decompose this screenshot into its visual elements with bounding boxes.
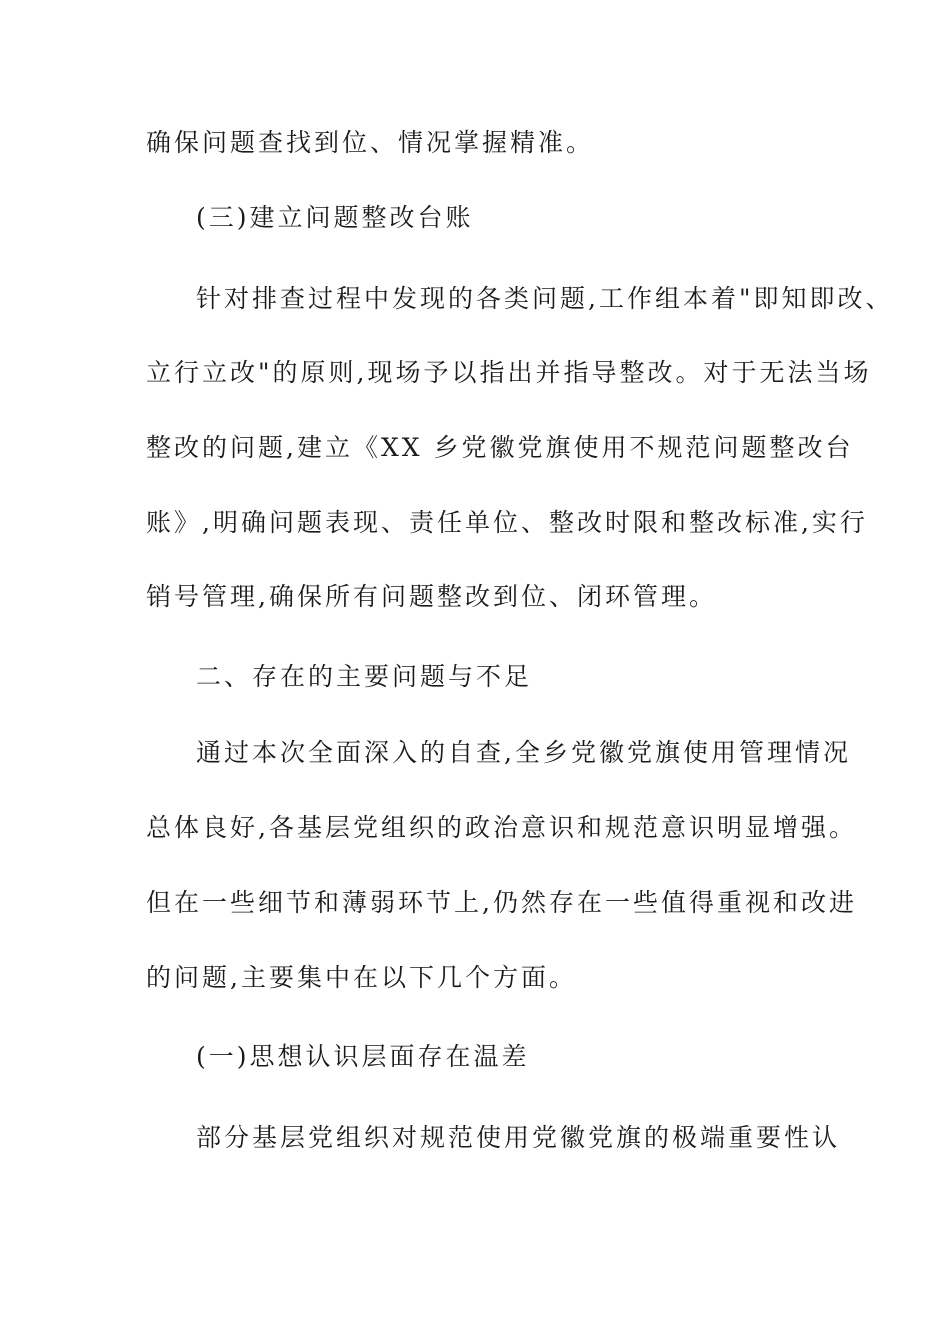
paragraph-line: 总体良好,各基层党组织的政治意识和规范意识明显增强。 [146,813,857,842]
section-heading: 二、存在的主要问题与不足 [196,662,533,691]
paragraph-line: 账》,明确问题表现、责任单位、整改时限和整改标准,实行 [146,508,868,537]
section-heading: (三)建立问题整改台账 [196,203,474,232]
section-heading: (一)思想认识层面存在温差 [196,1042,530,1071]
paragraph-line: 部分基层党组织对规范使用党徽党旗的极端重要性认 [196,1123,841,1152]
paragraph-line: 的问题,主要集中在以下几个方面。 [146,963,577,992]
paragraph-line: 立行立改"的原则,现场予以指出并指导整改。对于无法当场 [146,358,872,387]
paragraph-line: 确保问题查找到位、情况掌握精准。 [146,128,595,157]
paragraph-line: 通过本次全面深入的自查,全乡党徽党旗使用管理情况 [196,738,851,767]
paragraph-line: 整改的问题,建立《XX 乡党徽党旗使用不规范问题整改台 [146,433,854,462]
paragraph-line: 但在一些细节和薄弱环节上,仍然存在一些值得重视和改进 [146,888,857,917]
paragraph-line: 针对排查过程中发现的各类问题,工作组本着"即知即改、 [196,284,894,313]
paragraph-line: 销号管理,确保所有问题整改到位、闭环管理。 [146,582,717,611]
